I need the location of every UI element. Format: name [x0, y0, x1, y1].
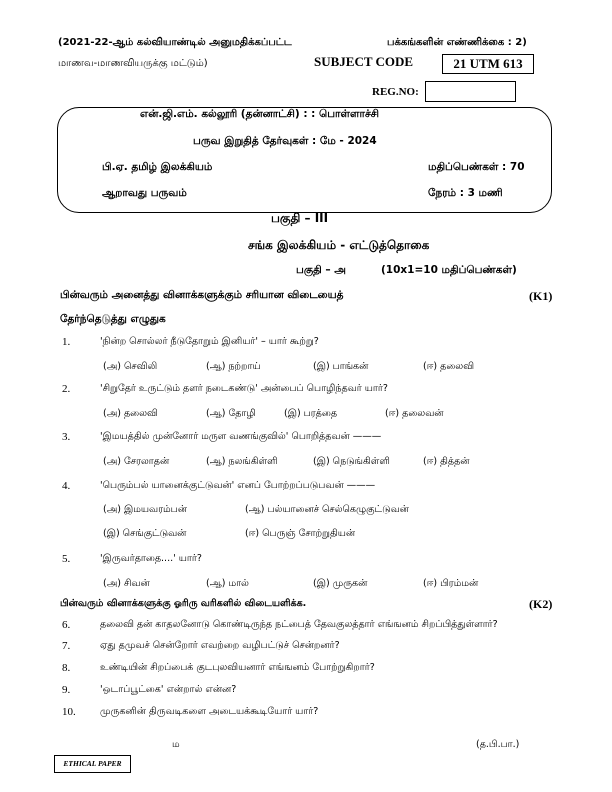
duration: நேரம் : 3 மணி: [428, 187, 503, 199]
reg-no-box[interactable]: [425, 81, 516, 102]
k1-level: (K1): [529, 289, 553, 303]
semester: ஆறாவது பருவம்: [102, 187, 187, 199]
reg-no-label: REG.NO:: [372, 86, 419, 98]
q5-option-d: (ஈ) பிரம்மன்: [423, 578, 479, 589]
section-a-title: பகுதி – அ: [296, 264, 346, 276]
q2-text: 'சிறுதேர் உருட்டும் தளர் நடைகண்டு' அன்பைப் பொழிந்தவர் யார்?: [100, 383, 388, 394]
q2-option-a: (அ) தலைவி: [103, 408, 158, 419]
q3-option-c: (இ) நெடுங்கிள்ளி: [313, 456, 390, 467]
max-marks: மதிப்பெண்கள் : 70: [428, 161, 525, 173]
q1-text: 'நின்ற சொல்லர் நீடுதோறும் இனியர்' – யார் கூற்று?: [100, 336, 319, 347]
q5-number: 5.: [62, 553, 71, 565]
k2-level: (K2): [529, 597, 553, 611]
q2-option-b: (ஆ) தோழி: [206, 408, 256, 419]
top-line1-left: (2021-22-ஆம் கல்வியாண்டில் அனுமதிக்கப்பட்ட: [58, 37, 292, 48]
part-title: பகுதி – III: [271, 211, 329, 225]
q6-text: தலைவி தன் காதலனோடு கொண்டிருந்த நட்பைத் தேவகுலத்தார் எங்ஙனம் சிறப்பித்துள்ளார்?: [100, 619, 498, 630]
q1-number: 1.: [62, 336, 71, 348]
q1-option-b: (ஆ) நற்றாய்: [206, 361, 261, 372]
q2-option-c: (இ) பரத்தை: [284, 408, 338, 419]
q5-text: 'இருவர்தாதை....' யார்?: [100, 553, 202, 564]
q3-option-d: (ஈ) தித்தன்: [423, 456, 470, 467]
q7-text: ஏது தமுவச் சென்றோர் எவற்றை வழிபட்டுச் சென்றனர்?: [100, 640, 340, 651]
q5-option-c: (இ) முருகன்: [313, 578, 368, 589]
college-name: என்.ஜி.எம். கல்லூரி (தன்னாட்சி) : : பொள்ளாச்சி: [140, 108, 379, 120]
instruction-1-line2: தேர்ந்தெடுத்து எழுதுக: [60, 313, 166, 325]
page-mark: ம: [172, 739, 180, 750]
exam-title: பருவ இறுதித் தேர்வுகள் : மே - 2024: [193, 135, 377, 147]
subject-code: 21 UTM 613: [453, 56, 523, 71]
q8-number: 8.: [62, 662, 71, 674]
top-line2-left: மாணவ-மாணவியருக்கு மட்டும்): [58, 58, 208, 69]
q1-option-a: (அ) செவிலி: [103, 361, 158, 372]
subject-code-box: [442, 54, 534, 74]
please-turn-over: (த.பி.பா.): [476, 739, 520, 750]
top-line1-right: பக்கங்களின் எண்ணிக்கை : 2): [387, 37, 527, 48]
q9-number: 9.: [62, 684, 71, 696]
q2-number: 2.: [62, 383, 71, 395]
q1-option-c: (இ) பாங்கன்: [313, 361, 369, 372]
q6-number: 6.: [62, 619, 71, 631]
q5-option-b: (ஆ) மால்: [206, 578, 249, 589]
q10-number: 10.: [62, 706, 76, 718]
instruction-2: பின்வரும் வினாக்களுக்கு ஓரிரு வரிகளில் விடையளிக்க.: [60, 598, 307, 609]
instruction-1-line1: பின்வரும் அனைத்து வினாக்களுக்கும் சரியான விடையைத்: [60, 289, 344, 301]
q4-option-b: (ஆ) பல்யானைச் செல்கெழுகுட்டுவன்: [245, 504, 409, 515]
q10-text: முருகனின் திருவடிகளை அடையக்கூடியோர் யார்?: [100, 706, 319, 717]
course-name: பி.ஏ. தமிழ் இலக்கியம்: [102, 161, 213, 173]
q1-option-d: (ஈ) தலைவி: [423, 361, 475, 372]
q9-text: 'ஒடாப்பூட்கை' என்றால் என்ன?: [100, 684, 237, 695]
q4-option-d: (ஈ) பெருஞ் சோற்றுதியன்: [245, 528, 356, 539]
q3-option-b: (ஆ) நலங்கிள்ளி: [206, 456, 278, 467]
subject-code-label: SUBJECT CODE: [314, 54, 414, 69]
paper-title: சங்க இலக்கியம் - எட்டுத்தொகை: [248, 238, 430, 252]
q4-text: 'பெரும்பல் யானைக்குட்டுவன்' எனப் போற்றப்படுபவன் ———: [100, 480, 376, 491]
q3-text: 'இமயத்தில் முன்னோர் மருள வணங்குவில்' பொறித்தவன் ———: [100, 431, 382, 442]
ethical-paper-stamp: ETHICAL PAPER: [54, 755, 131, 773]
q4-option-c: (இ) செங்குட்டுவன்: [103, 528, 187, 539]
q2-option-d: (ஈ) தலைவன்: [385, 408, 444, 419]
section-a-marks: (10x1=10 மதிப்பெண்கள்): [381, 264, 517, 276]
q4-option-a: (அ) இமயவரம்பன்: [103, 504, 187, 515]
q7-number: 7.: [62, 640, 71, 652]
q8-text: உண்டியின் சிறப்பைக் குடபுலவியனார் எங்ஙனம் போற்றுகிறார்?: [100, 662, 375, 673]
q4-number: 4.: [62, 480, 71, 492]
q5-option-a: (அ) சிவன்: [103, 578, 150, 589]
q3-number: 3.: [62, 431, 71, 443]
q3-option-a: (அ) சேரலாதன்: [103, 456, 170, 467]
